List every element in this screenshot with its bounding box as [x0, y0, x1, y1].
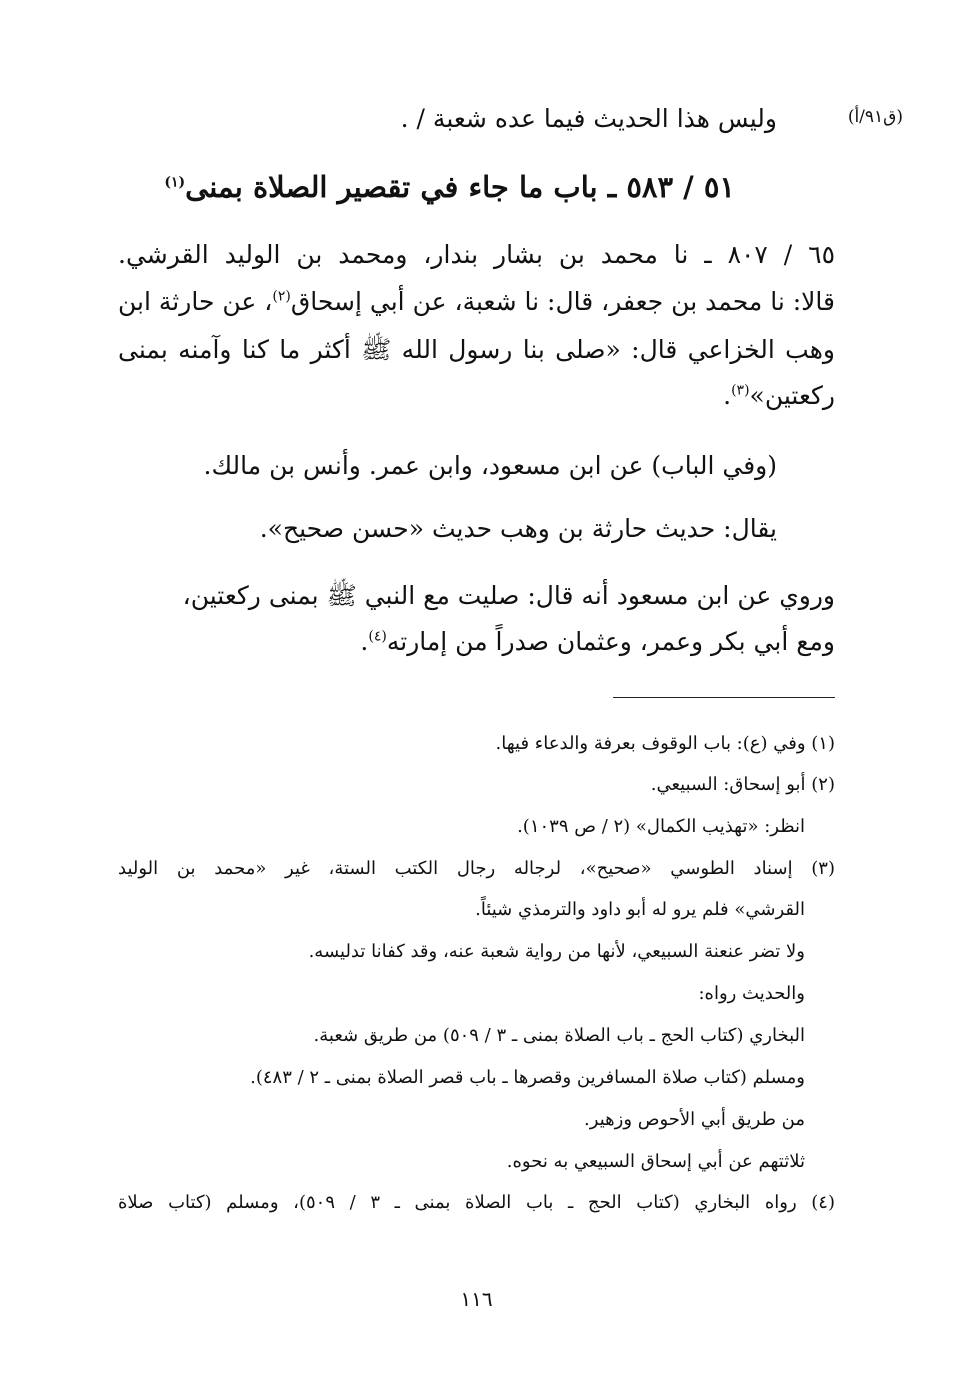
hadith-line: ٦٥ / ٨٠٧ ـ نا محمد بن بشار بندار، ومحمد بن الوليد القرشي.	[118, 240, 835, 269]
hadith-line	[118, 287, 835, 316]
footnote-3-line: من طريق أبي الأحوص وزهير.	[584, 1109, 805, 1130]
footnote-4-line: (٤) رواه البخاري (كتاب الحج ـ باب الصلاة بمنى ـ ٣ / ٥٠٩)، ومسلم (كتاب صلاة	[118, 1192, 835, 1213]
footnote-marker: (٢)	[272, 288, 291, 305]
grading-paragraph: يقال: حديث حارثة بن وهب حديث «حسن صحيح».	[259, 514, 777, 543]
riwaya-text: ومع أبي بكر وعمر، وعثمان صدراً من إمارته	[386, 627, 835, 656]
hadith-line: وهب الخزاعي قال: «صلى بنا رسول الله ﷺ أكثر ما كنا وآمنه بمنى	[118, 335, 835, 364]
opening-line: وليس هذا الحديث فيما عده شعبة / .	[400, 104, 777, 133]
footnote-marker: (٣)	[731, 382, 750, 399]
hadith-text: .	[723, 381, 732, 410]
chapter-title	[164, 170, 735, 204]
chapter-title-text: ٥١ / ٥٨٣ ـ باب ما جاء في تقصير الصلاة بمنى	[185, 170, 735, 204]
footnote-1: (١) وفي (ع): باب الوقوف بعرفة والدعاء فيها.	[495, 733, 835, 754]
hadith-line	[723, 381, 835, 410]
footnote-2: (٢) أبو إسحاق: السبيعي.	[650, 774, 835, 795]
hadith-text: ركعتين»	[749, 381, 835, 410]
footnote-2-reference: انظر: «تهذيب الكمال» (٢ / ص ١٠٣٩).	[517, 816, 805, 837]
footnote-3-line: (٣) إسناد الطوسي «صحيح»، لرجاله رجال الكتب الستة، غير «محمد بن الوليد	[118, 858, 835, 879]
hadith-text: ، عن حارثة ابن	[118, 287, 273, 316]
footnote-marker: (٤)	[368, 628, 387, 645]
footnote-separator	[613, 697, 835, 698]
riwaya-text: .	[360, 627, 369, 656]
footnote-3-line: القرشي» فلم يرو له أبو داود والترمذي شيئاً.	[475, 899, 805, 920]
footnote-marker: (١)	[164, 174, 186, 191]
bab-paragraph: (وفي الباب) عن ابن مسعود، وابن عمر. وأنس بن مالك.	[203, 451, 777, 480]
footnote-3-line: ثلاثتهم عن أبي إسحاق السبيعي به نحوه.	[506, 1151, 805, 1172]
folio-reference: (ق٩١/أ)	[847, 107, 903, 127]
footnote-3-line: ولا تضر عنعنة السبيعي، لأنها من رواية شعبة عنه، وقد كفانا تدليسه.	[308, 941, 805, 962]
riwaya-line	[360, 627, 835, 656]
footnote-3-line: والحديث رواه:	[698, 983, 805, 1004]
footnote-3-line: البخاري (كتاب الحج ـ باب الصلاة بمنى ـ ٣ / ٥٠٩) من طريق شعبة.	[313, 1025, 805, 1046]
hadith-text: قالا: نا محمد بن جعفر، قال: نا شعبة، عن أبي إسحاق	[290, 287, 835, 316]
footnote-3-line: ومسلم (كتاب صلاة المسافرين وقصرها ـ باب قصر الصلاة بمنى ـ ٢ / ٤٨٣).	[250, 1067, 805, 1088]
riwaya-line: وروي عن ابن مسعود أنه قال: صليت مع النبي ﷺ بمنى ركعتين،	[182, 581, 835, 610]
page-number: ١١٦	[460, 1287, 493, 1311]
